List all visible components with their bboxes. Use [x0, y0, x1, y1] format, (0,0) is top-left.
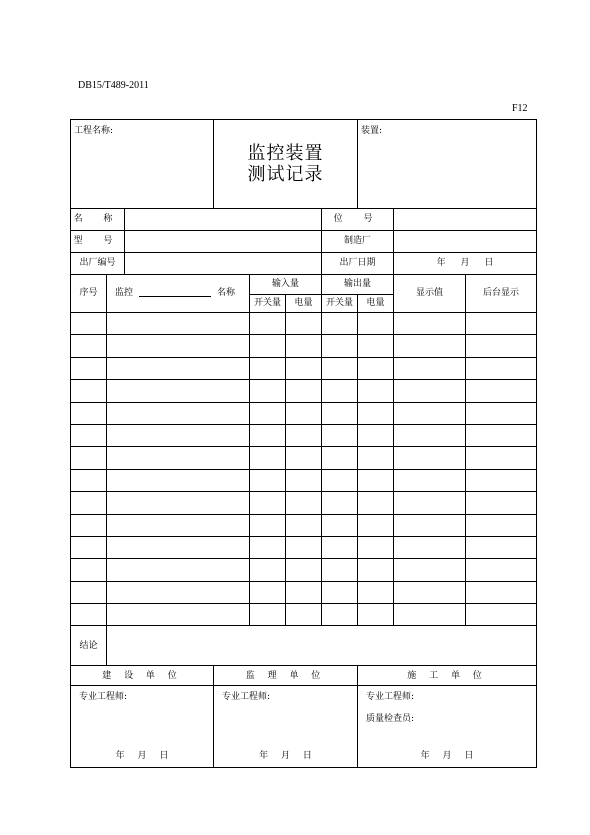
contractor-date: 年 月 日	[420, 751, 474, 762]
name-cell[interactable]	[107, 581, 250, 603]
owner-date: 年 月 日	[115, 751, 169, 762]
seq-cell[interactable]	[71, 447, 107, 469]
output-switch-cell[interactable]	[322, 581, 358, 603]
backend-cell[interactable]	[466, 604, 537, 626]
record-form	[70, 119, 537, 768]
output-electric-cell[interactable]	[358, 313, 394, 335]
seq-cell[interactable]	[71, 402, 107, 424]
supervisor-engineer-label: 专业工程师:	[222, 692, 271, 703]
input-electric-cell[interactable]	[286, 581, 322, 603]
output-header: 输出量	[322, 275, 394, 295]
input-switch-cell[interactable]	[250, 469, 286, 491]
form-title	[214, 120, 358, 209]
input-switch-cell[interactable]	[250, 536, 286, 558]
monitor-name-header[interactable]	[107, 275, 250, 313]
input-switch-cell[interactable]	[250, 380, 286, 402]
project-name-cell[interactable]	[71, 120, 214, 209]
display-cell[interactable]	[394, 380, 466, 402]
input-electric-cell[interactable]	[286, 492, 322, 514]
output-electric-cell[interactable]	[358, 357, 394, 379]
input-electric-cell[interactable]	[286, 380, 322, 402]
seq-cell[interactable]	[71, 536, 107, 558]
seq-cell[interactable]	[71, 380, 107, 402]
backend-cell[interactable]	[466, 469, 537, 491]
table-row	[71, 514, 537, 536]
table-row	[71, 581, 537, 603]
conclusion-field[interactable]	[107, 626, 537, 666]
position-label: 位 号	[322, 209, 394, 231]
output-electric-cell[interactable]	[358, 447, 394, 469]
output-electric-cell[interactable]	[358, 536, 394, 558]
seq-cell[interactable]	[71, 559, 107, 581]
backend-cell[interactable]	[466, 447, 537, 469]
backend-cell[interactable]	[466, 424, 537, 446]
output-electric-cell[interactable]	[358, 514, 394, 536]
input-electric-cell[interactable]	[286, 604, 322, 626]
input-electric-header: 电量	[286, 295, 322, 313]
output-switch-cell[interactable]	[322, 447, 358, 469]
input-electric-cell[interactable]	[286, 536, 322, 558]
title-line-2: 测试记录	[247, 164, 324, 185]
table-row	[71, 424, 537, 446]
output-electric-cell[interactable]	[358, 380, 394, 402]
input-switch-cell[interactable]	[250, 424, 286, 446]
display-cell[interactable]	[394, 536, 466, 558]
contractor-inspector-label: 质量检查员:	[366, 714, 415, 725]
title-line-1: 监控装置	[247, 143, 324, 164]
supervisor-signature-block[interactable]	[214, 686, 358, 768]
name-cell[interactable]	[107, 469, 250, 491]
output-electric-cell[interactable]	[358, 469, 394, 491]
monitor-name-label: 名称	[217, 288, 236, 299]
display-cell[interactable]	[394, 514, 466, 536]
display-cell[interactable]	[394, 447, 466, 469]
standard-code: DB15/T489-2011	[78, 80, 149, 91]
display-cell[interactable]	[394, 604, 466, 626]
backend-cell[interactable]	[466, 313, 537, 335]
display-header: 显示值	[394, 275, 466, 313]
table-row	[71, 559, 537, 581]
name-cell[interactable]	[107, 380, 250, 402]
input-switch-cell[interactable]	[250, 581, 286, 603]
table-row	[71, 604, 537, 626]
table-row	[71, 469, 537, 491]
input-electric-cell[interactable]	[286, 357, 322, 379]
input-electric-cell[interactable]	[286, 424, 322, 446]
input-electric-cell[interactable]	[286, 559, 322, 581]
project-name-label: 工程名称:	[74, 126, 114, 136]
display-cell[interactable]	[394, 402, 466, 424]
output-switch-cell[interactable]	[322, 402, 358, 424]
name-cell[interactable]	[107, 536, 250, 558]
output-electric-cell[interactable]	[358, 492, 394, 514]
display-cell[interactable]	[394, 424, 466, 446]
input-electric-cell[interactable]	[286, 447, 322, 469]
unit-contractor: 施 工 单 位	[358, 666, 537, 686]
output-switch-cell[interactable]	[322, 492, 358, 514]
table-row	[71, 313, 537, 335]
input-electric-cell[interactable]	[286, 313, 322, 335]
model-label: 型 号	[71, 231, 125, 253]
input-switch-cell[interactable]	[250, 357, 286, 379]
contractor-signature-block[interactable]	[358, 686, 537, 768]
date-field[interactable]: 年 月 日	[394, 253, 537, 275]
table-row	[71, 380, 537, 402]
output-switch-cell[interactable]	[322, 313, 358, 335]
backend-cell[interactable]	[466, 335, 537, 357]
serial-field[interactable]	[125, 253, 322, 275]
backend-cell[interactable]	[466, 536, 537, 558]
input-electric-cell[interactable]	[286, 514, 322, 536]
input-switch-cell[interactable]	[250, 559, 286, 581]
output-switch-cell[interactable]	[322, 604, 358, 626]
table-row	[71, 402, 537, 424]
backend-cell[interactable]	[466, 492, 537, 514]
name-label: 名 称	[71, 209, 125, 231]
position-field[interactable]	[394, 209, 537, 231]
display-cell[interactable]	[394, 469, 466, 491]
supervisor-date: 年 月 日	[259, 751, 312, 762]
backend-cell[interactable]	[466, 357, 537, 379]
input-switch-cell[interactable]	[250, 447, 286, 469]
display-cell[interactable]	[394, 313, 466, 335]
name-cell[interactable]	[107, 313, 250, 335]
contractor-engineer-label: 专业工程师:	[366, 692, 415, 703]
output-switch-cell[interactable]	[322, 559, 358, 581]
output-switch-cell[interactable]	[322, 335, 358, 357]
seq-header: 序号	[71, 275, 107, 313]
input-switch-cell[interactable]	[250, 313, 286, 335]
input-switch-header: 开关量	[250, 295, 286, 313]
device-cell[interactable]	[358, 120, 537, 209]
table-row	[71, 492, 537, 514]
name-cell[interactable]	[107, 402, 250, 424]
manufacturer-field[interactable]	[394, 231, 537, 253]
table-row	[71, 335, 537, 357]
seq-cell[interactable]	[71, 335, 107, 357]
seq-cell[interactable]	[71, 357, 107, 379]
backend-header: 后台显示	[466, 275, 537, 313]
backend-cell[interactable]	[466, 402, 537, 424]
name-cell[interactable]	[107, 447, 250, 469]
output-switch-cell[interactable]	[322, 357, 358, 379]
input-switch-cell[interactable]	[250, 492, 286, 514]
table-row	[71, 357, 537, 379]
output-switch-cell[interactable]	[322, 424, 358, 446]
manufacturer-label: 制造厂	[322, 231, 394, 253]
input-switch-cell[interactable]	[250, 604, 286, 626]
output-switch-header: 开关量	[322, 295, 358, 313]
output-electric-header: 电量	[358, 295, 394, 313]
name-cell[interactable]	[107, 424, 250, 446]
data-rows	[71, 313, 537, 626]
name-field[interactable]	[125, 209, 322, 231]
model-field[interactable]	[125, 231, 322, 253]
seq-cell[interactable]	[71, 492, 107, 514]
backend-cell[interactable]	[466, 380, 537, 402]
output-switch-cell[interactable]	[322, 536, 358, 558]
seq-cell[interactable]	[71, 469, 107, 491]
name-cell[interactable]	[107, 559, 250, 581]
input-switch-cell[interactable]	[250, 402, 286, 424]
backend-cell[interactable]	[466, 581, 537, 603]
display-cell[interactable]	[394, 357, 466, 379]
monitor-blank[interactable]	[139, 288, 211, 297]
backend-cell[interactable]	[466, 514, 537, 536]
seq-cell[interactable]	[71, 313, 107, 335]
table-row	[71, 447, 537, 469]
output-electric-cell[interactable]	[358, 402, 394, 424]
name-cell[interactable]	[107, 514, 250, 536]
name-cell[interactable]	[107, 335, 250, 357]
output-switch-cell[interactable]	[322, 469, 358, 491]
display-cell[interactable]	[394, 581, 466, 603]
form-code: F12	[512, 103, 528, 114]
serial-label: 出厂编号	[71, 253, 125, 275]
input-header: 输入量	[250, 275, 322, 295]
output-electric-cell[interactable]	[358, 559, 394, 581]
date-label: 出厂日期	[322, 253, 394, 275]
display-cell[interactable]	[394, 492, 466, 514]
input-electric-cell[interactable]	[286, 469, 322, 491]
display-cell[interactable]	[394, 559, 466, 581]
output-electric-cell[interactable]	[358, 604, 394, 626]
name-cell[interactable]	[107, 357, 250, 379]
backend-cell[interactable]	[466, 559, 537, 581]
name-cell[interactable]	[107, 492, 250, 514]
output-switch-cell[interactable]	[322, 380, 358, 402]
display-cell[interactable]	[394, 335, 466, 357]
seq-cell[interactable]	[71, 514, 107, 536]
name-cell[interactable]	[107, 604, 250, 626]
owner-signature-block[interactable]	[71, 686, 214, 768]
owner-engineer-label: 专业工程师:	[79, 692, 128, 703]
seq-cell[interactable]	[71, 604, 107, 626]
input-electric-cell[interactable]	[286, 402, 322, 424]
table-row	[71, 536, 537, 558]
seq-cell[interactable]	[71, 424, 107, 446]
output-electric-cell[interactable]	[358, 424, 394, 446]
unit-owner: 建 设 单 位	[71, 666, 214, 686]
output-electric-cell[interactable]	[358, 581, 394, 603]
unit-supervisor: 监 理 单 位	[214, 666, 358, 686]
input-electric-cell[interactable]	[286, 335, 322, 357]
input-switch-cell[interactable]	[250, 335, 286, 357]
conclusion-label: 结论	[71, 626, 107, 666]
output-electric-cell[interactable]	[358, 335, 394, 357]
output-switch-cell[interactable]	[322, 514, 358, 536]
seq-cell[interactable]	[71, 581, 107, 603]
device-label: 装置:	[361, 126, 383, 136]
input-switch-cell[interactable]	[250, 514, 286, 536]
monitor-label: 监控	[115, 288, 134, 299]
